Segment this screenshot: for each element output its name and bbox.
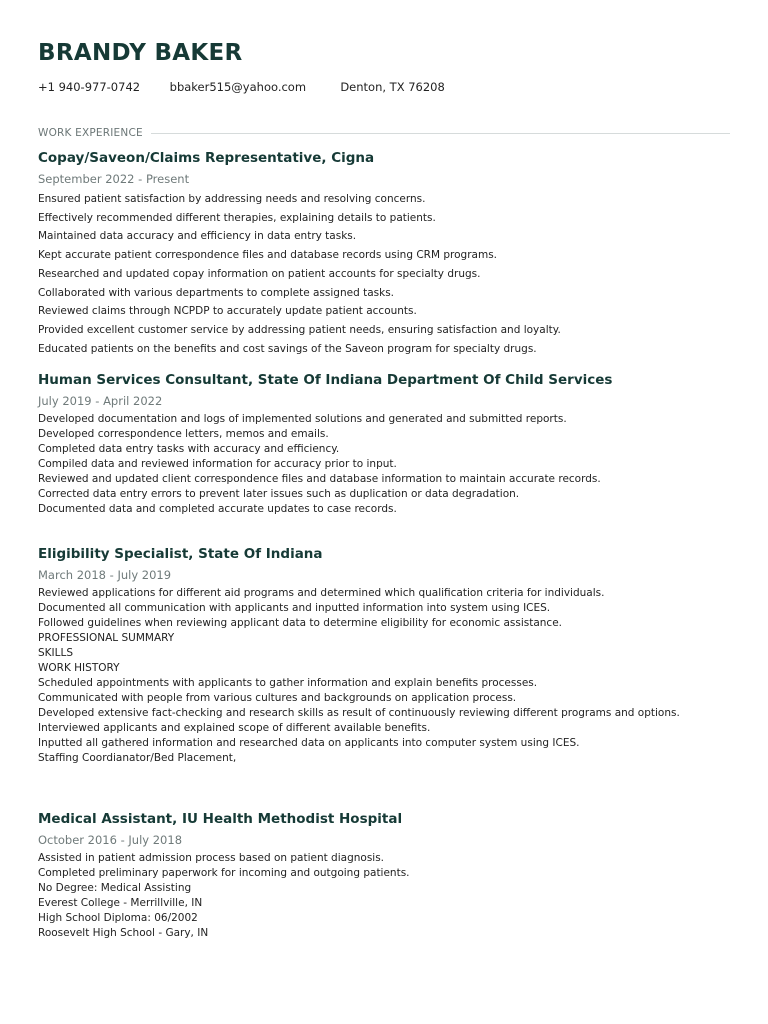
duty-line: WORK HISTORY (38, 662, 120, 674)
job-entry (38, 150, 730, 358)
job-duties (38, 190, 730, 358)
duty-line: SKILLS (38, 647, 74, 659)
job-duties (38, 851, 730, 941)
job-dates: October 2016 - July 2018 (38, 833, 183, 847)
duty-line: Reviewed claims through NCPDP to accurately update patient accounts. (38, 305, 417, 318)
work-experience-heading (38, 126, 730, 140)
duty-line: Followed guidelines when reviewing applicant data to determine eligibility for economic assistance. (38, 617, 562, 629)
duty-line: Assisted in patient admission process based on patient diagnosis. (38, 852, 385, 864)
job-entry (38, 546, 730, 766)
location: Denton, TX 76208 (340, 80, 445, 94)
section-label: WORK EXPERIENCE (38, 127, 143, 139)
duty-line: Reviewed applications for different aid programs and determined which qualification criteria for individuals. (38, 587, 605, 599)
duty-line: Scheduled appointments with applicants to gather information and explain benefits processes. (38, 677, 538, 689)
duty-line: Developed extensive fact-checking and research skills as result of continuously reviewing different programs and options. (38, 707, 680, 719)
duty-line: High School Diploma: 06/2002 (38, 912, 198, 924)
job-dates: September 2022 - Present (38, 172, 190, 186)
phone-number: +1 940-977-0742 (38, 80, 141, 94)
duty-line: Provided excellent customer service by addressing patient needs, ensuring satisfaction and loyalty. (38, 323, 561, 336)
duty-line: Collaborated with various departments to complete assigned tasks. (38, 286, 395, 299)
duty-line: Developed correspondence letters, memos and emails. (38, 428, 329, 440)
duty-line: Completed data entry tasks with accuracy and efficiency. (38, 443, 340, 455)
duty-line: PROFESSIONAL SUMMARY (38, 632, 175, 644)
job-entry (38, 372, 730, 517)
duty-line: Compiled data and reviewed information for accuracy prior to input. (38, 458, 397, 470)
job-title: Medical Assistant, IU Health Methodist Hospital (38, 811, 403, 827)
duty-line: Effectively recommended different therapies, explaining details to patients. (38, 211, 436, 224)
duty-line: Reviewed and updated client correspondence files and database information to maintain accurate records. (38, 473, 601, 485)
duty-line: Kept accurate patient correspondence files and database records using CRM programs. (38, 249, 497, 262)
job-title: Eligibility Specialist, State Of Indiana (38, 546, 323, 562)
job-dates: March 2018 - July 2019 (38, 568, 172, 582)
email-address: bbaker515@yahoo.com (169, 80, 307, 94)
duty-line: Researched and updated copay information on patient accounts for specialty drugs. (38, 267, 481, 280)
duty-line: Communicated with people from various cultures and backgrounds on application process. (38, 692, 517, 704)
duty-line: Everest College - Merrillville, IN (38, 897, 203, 909)
job-title: Human Services Consultant, State Of Indiana Department Of Child Services (38, 372, 613, 388)
duty-line: Staffing Coordianator/Bed Placement, (38, 752, 237, 764)
candidate-name: BRANDY BAKER (38, 40, 243, 66)
duty-line: Educated patients on the benefits and cost savings of the Saveon program for specialty drugs. (38, 342, 537, 355)
section-divider (151, 133, 730, 134)
contact-info (38, 80, 445, 94)
duty-line: Completed preliminary paperwork for incoming and outgoing patients. (38, 867, 410, 879)
job-entry (38, 811, 730, 941)
duty-line: Interviewed applicants and explained scope of different available benefits. (38, 722, 431, 734)
duty-line: Roosevelt High School - Gary, IN (38, 927, 209, 939)
duty-line: Documented data and completed accurate updates to case records. (38, 503, 397, 515)
duty-line: Documented all communication with applicants and inputted information into system using ICES. (38, 602, 551, 614)
duty-line: Developed documentation and logs of implemented solutions and generated and submitted reports. (38, 413, 567, 425)
duty-line: Inputted all gathered information and researched data on applicants into computer system using ICES. (38, 737, 580, 749)
job-duties (38, 412, 730, 517)
duty-line: Maintained data accuracy and efficiency in data entry tasks. (38, 230, 357, 243)
job-title: Copay/Saveon/Claims Representative, Cigna (38, 150, 375, 166)
job-dates: July 2019 - April 2022 (38, 394, 163, 408)
duty-line: No Degree: Medical Assisting (38, 882, 192, 894)
job-duties (38, 586, 730, 766)
duty-line: Corrected data entry errors to prevent later issues such as duplication or data degradation. (38, 488, 520, 500)
duty-line: Ensured patient satisfaction by addressing needs and resolving concerns. (38, 193, 426, 205)
